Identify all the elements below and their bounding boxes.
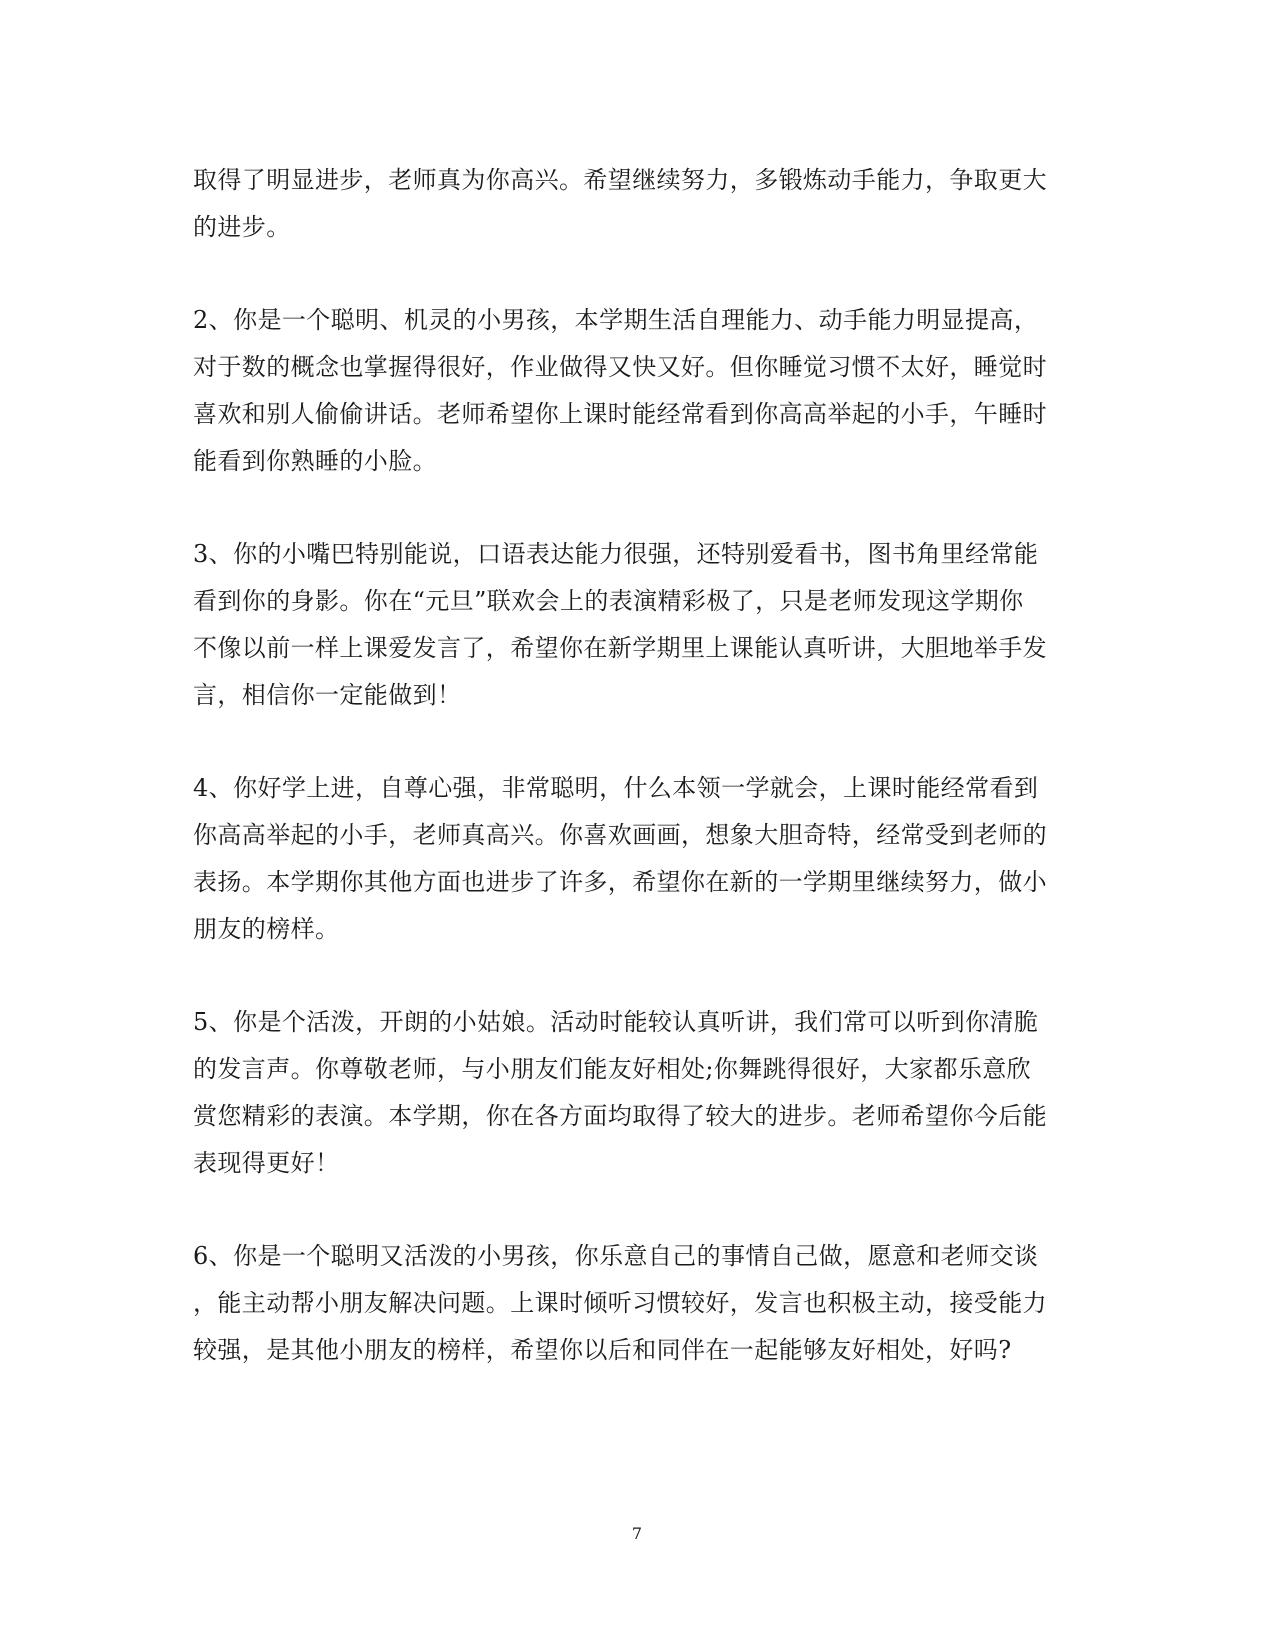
paragraph-line: 的进步。 <box>193 213 291 241</box>
paragraph-line: 赏您精彩的表演。本学期，你在各方面均取得了较大的进步。老师希望你今后能 <box>193 1102 1047 1130</box>
paragraph-line: 5、你是个活泼，开朗的小姑娘。活动时能较认真听讲，我们常可以听到你清脆 <box>193 1008 1039 1036</box>
paragraph-line: 6、你是一个聪明又活泼的小男孩，你乐意自己的事情自己做，愿意和老师交谈 <box>193 1242 1039 1270</box>
paragraph <box>193 297 1073 485</box>
paragraph-line: 表扬。本学期你其他方面也进步了许多，希望你在新的一学期里继续努力，做小 <box>193 868 1047 896</box>
document-body <box>193 157 1073 1420</box>
paragraph-line: 3、你的小嘴巴特别能说，口语表达能力很强，还特别爱看书，图书角里经常能 <box>193 540 1039 568</box>
paragraph-line: 你高高举起的小手，老师真高兴。你喜欢画画，想象大胆奇特，经常受到老师的 <box>193 821 1047 849</box>
paragraph-line: 能看到你熟睡的小脸。 <box>193 447 437 475</box>
paragraph-line: 2、你是一个聪明、机灵的小男孩，本学期生活自理能力、动手能力明显提高， <box>193 306 1039 334</box>
paragraph-line: 较强，是其他小朋友的榜样，希望你以后和同伴在一起能够友好相处，好吗? <box>193 1336 1012 1364</box>
paragraph <box>193 157 1073 251</box>
paragraph-line: 取得了明显进步，老师真为你高兴。希望继续努力，多锻炼动手能力，争取更大 <box>193 166 1047 194</box>
paragraph-line: 言，相信你一定能做到！ <box>193 681 462 709</box>
paragraph-line: ，能主动帮小朋友解决问题。上课时倾听习惯较好，发言也积极主动，接受能力 <box>193 1289 1047 1317</box>
paragraph <box>193 1233 1073 1374</box>
paragraph-line: 4、你好学上进，自尊心强，非常聪明，什么本领一学就会，上课时能经常看到 <box>193 774 1039 802</box>
paragraph <box>193 765 1073 953</box>
paragraph-line: 表现得更好！ <box>193 1149 340 1177</box>
paragraph <box>193 531 1073 719</box>
paragraph-line: 喜欢和别人偷偷讲话。老师希望你上课时能经常看到你高高举起的小手，午睡时 <box>193 400 1047 428</box>
page-number: 7 <box>631 1524 643 1543</box>
paragraph <box>193 999 1073 1187</box>
paragraph-line: 的发言声。你尊敬老师，与小朋友们能友好相处;你舞跳得很好，大家都乐意欣 <box>193 1055 1032 1083</box>
paragraph-line: 看到你的身影。你在“元旦”联欢会上的表演精彩极了，只是老师发现这学期你 <box>193 587 1024 615</box>
paragraph-line: 朋友的榜样。 <box>193 915 340 943</box>
paragraph-line: 对于数的概念也掌握得很好，作业做得又快又好。但你睡觉习惯不太好，睡觉时 <box>193 353 1047 381</box>
paragraph-line: 不像以前一样上课爱发言了，希望你在新学期里上课能认真听讲，大胆地举手发 <box>193 634 1047 662</box>
